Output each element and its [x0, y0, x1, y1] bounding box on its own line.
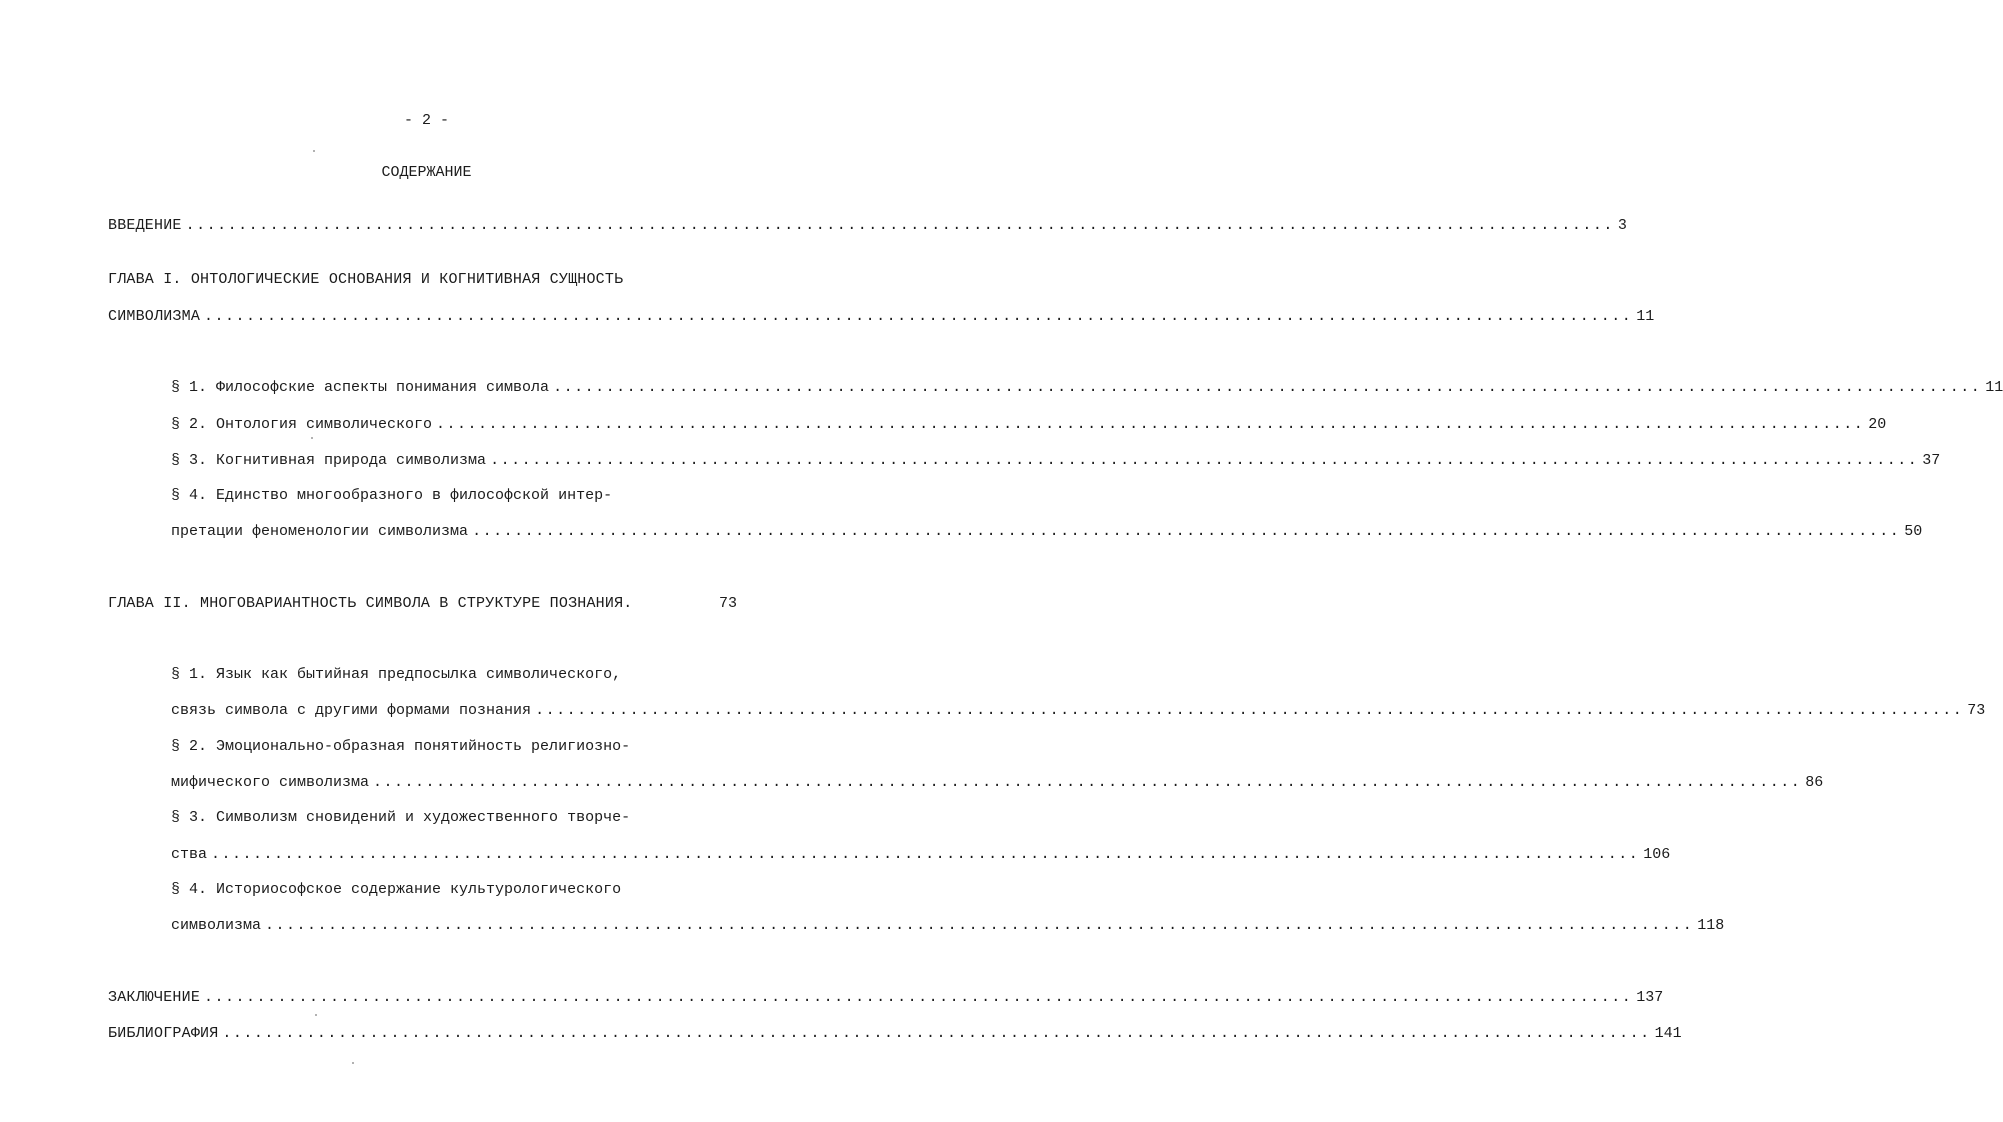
toc-section-line1: § 1. Язык как бытийная предпосылка символического, — [171, 666, 622, 683]
toc-section-page: 73 — [1967, 702, 1986, 719]
toc-entry-chapter2 — [108, 594, 737, 614]
toc-entry-page: 11 — [1636, 308, 1655, 325]
page-number: - 2 - — [403, 112, 449, 129]
toc-section-title: § 2. Онтология символического — [171, 416, 433, 433]
leader-dots: ........................................................................................................................................ — [204, 308, 1633, 325]
toc-section-title: символизма — [171, 917, 262, 934]
toc-section — [171, 415, 1887, 435]
toc-entry-page: 141 — [1654, 1025, 1682, 1042]
leader-dots: ........................................................................................................................................ — [222, 1025, 1651, 1042]
toc-section — [171, 701, 1986, 721]
toc-section — [171, 378, 2003, 398]
toc-section — [171, 773, 1824, 793]
toc-entry-chapter1 — [108, 307, 1655, 327]
toc-section-page: 86 — [1805, 774, 1824, 791]
toc-section-page: 50 — [1904, 523, 1923, 540]
toc-section-line1: § 3. Символизм сновидений и художественного творче- — [171, 809, 631, 826]
toc-section — [171, 451, 1941, 471]
toc-heading: СОДЕРЖАНИЕ — [381, 164, 472, 181]
leader-dots: ........................................................................................................................................ — [265, 917, 1694, 934]
toc-entry-title: ГЛАВА II. МНОГОВАРИАНТНОСТЬ СИМВОЛА В СТРУКТУРЕ ПОЗНАНИЯ. — [108, 595, 633, 612]
leader-dots: ........................................................................................................................................ — [472, 523, 1901, 540]
toc-section-page: 37 — [1922, 452, 1941, 469]
toc-section-line1: § 4. Единство многообразного в философской интер- — [171, 487, 613, 504]
toc-section-line1: § 4. Историософское содержание культурологического — [171, 881, 622, 898]
toc-section-line1: § 2. Эмоционально-образная понятийность религиозно- — [171, 738, 631, 755]
scan-speck — [352, 1062, 354, 1064]
toc-section-title: § 1. Философские аспекты понимания символа — [171, 379, 550, 396]
toc-entry-bibliography — [108, 1024, 1682, 1044]
toc-entry-page: 73 — [718, 595, 737, 612]
leader-dots: ........................................................................................................................................ — [211, 846, 1640, 863]
toc-section-page: 118 — [1697, 917, 1725, 934]
toc-entry-title: ЗАКЛЮЧЕНИЕ — [108, 989, 201, 1006]
leader-dots: ........................................................................................................................................ — [553, 379, 1982, 396]
toc-section-page: 106 — [1643, 846, 1671, 863]
toc-entry-page: 3 — [1617, 217, 1627, 234]
toc-entry-page: 137 — [1636, 989, 1664, 1006]
leader-dots: ........................................................................................................................................ — [535, 702, 1964, 719]
leader-dots: ........................................................................................................................................ — [185, 217, 1614, 234]
toc-entry-title: БИБЛИОГРАФИЯ — [108, 1025, 219, 1042]
toc-section-title: мифического символизма — [171, 774, 370, 791]
toc-section-title: § 3. Когнитивная природа символизма — [171, 452, 487, 469]
toc-entry-title: ВВЕДЕНИЕ — [108, 217, 182, 234]
toc-entry-conclusion — [108, 988, 1664, 1008]
toc-section-title: ства — [171, 846, 208, 863]
toc-section-page: 20 — [1868, 416, 1887, 433]
toc-section — [171, 845, 1671, 865]
toc-entry-title: СИМВОЛИЗМА — [108, 308, 201, 325]
chapter1-title-line1: ГЛАВА I. ОНТОЛОГИЧЕСКИЕ ОСНОВАНИЯ И КОГНИТИВНАЯ СУЩНОСТЬ — [108, 271, 624, 288]
toc-section-page: 11 — [1985, 379, 2003, 396]
leader-dots: ........................................................................................................................................ — [373, 774, 1802, 791]
toc-section — [171, 522, 1923, 542]
toc-entry-intro — [108, 216, 1627, 236]
leader-dots: ........................................................................................................................................ — [436, 416, 1865, 433]
scan-speck — [311, 437, 313, 439]
leader-dots: ........................................................................................................................................ — [490, 452, 1919, 469]
toc-section-title: претации феноменологии символизма — [171, 523, 469, 540]
toc-section — [171, 916, 1725, 936]
scan-speck — [315, 1014, 317, 1016]
scan-speck — [313, 150, 315, 152]
toc-section-title: связь символа с другими формами познания — [171, 702, 532, 719]
leader-dots: ........................................................................................................................................ — [204, 989, 1633, 1006]
